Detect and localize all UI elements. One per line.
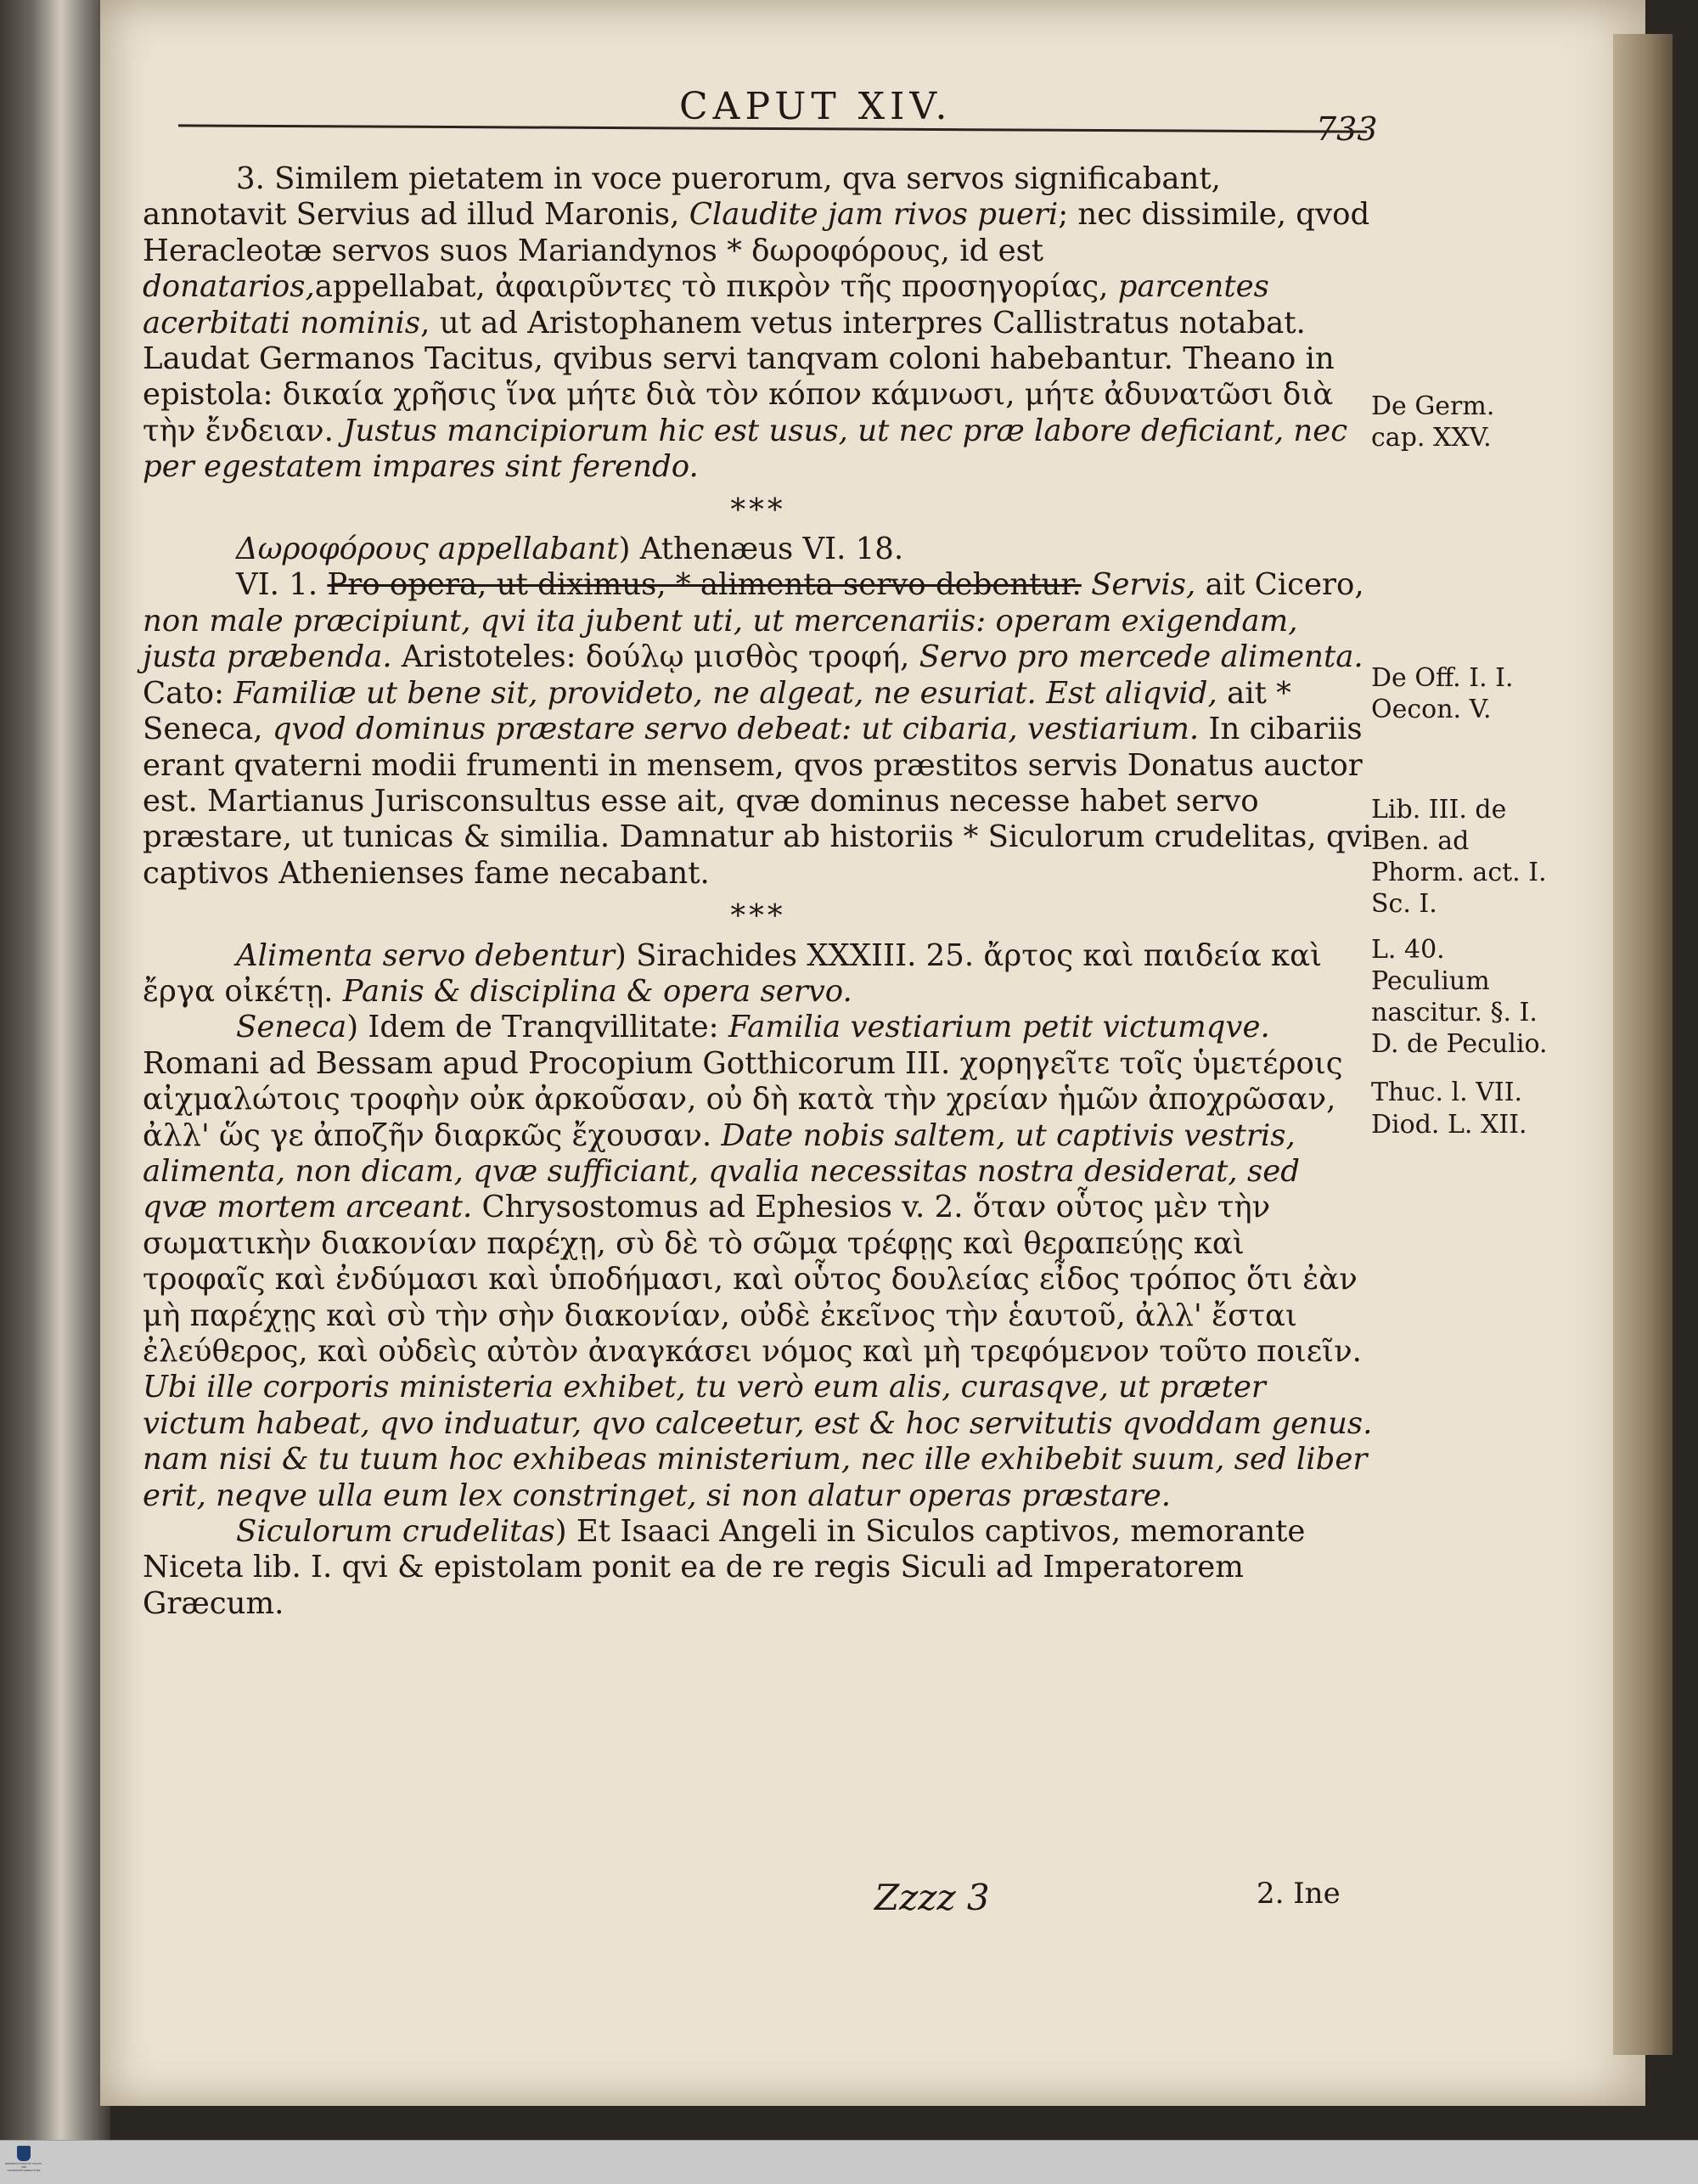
margin-note-thuc: Thuc. l. VII. — [1371, 1078, 1523, 1107]
note-alimenta: Alimenta servo debentur) Sirachides XXXIII. 25. ἄρτος καὶ παιδεία καὶ ἔργα οἰκέτῃ. Panis & disciplina & opera servo. — [143, 937, 1323, 1009]
book-gutter — [0, 0, 110, 2140]
margin-note-off: De Off. I. I. Oecon. V. — [1371, 663, 1514, 724]
margin-note-diod: Diod. L. XII. — [1371, 1110, 1527, 1140]
margin-note-ben: Lib. III. de Ben. ad Phorm. act. I. Sc. I. — [1371, 795, 1547, 919]
signature-mark: Zzzz 3 — [874, 1877, 990, 1918]
section-separator: *** — [730, 492, 786, 527]
running-head: CAPUT XIV. — [679, 85, 953, 128]
paragraph-3: 3. Similem pietatem in voce puerorum, qva servos significabant, annotavit Servius ad illud Maronis, Claudite jam rivos pueri; nec dissimile, qvod Heracleotæ servos suos Mariandynos * δωροφόρους, id est donatarios,appellabat, ἀφαιρῦντες τὸ πικρὸν τῆς προσηγορίας, parcentes acerbitati nominis, ut ad Aristophanem vetus interpres Callistratus notabat. Laudat Germanos Tacitus, qvibus servi tanqvam coloni habebantur. Theano in epistola: δικαία χρῆσις ἵνα μήτε διὰ τὸν κόπον κάμνωσι, μήτε ἀδυνατῶσι διὰ τὴν ἔνδειαν. Justus mancipiorum hic est usus, ut nec præ labore deficiant, nec per egestatem impares sint ferendo. — [143, 161, 1370, 485]
main-text — [143, 161, 1374, 1622]
page-edge — [1613, 34, 1673, 2055]
library-crest-icon — [17, 2146, 31, 2161]
margin-note-peculium: L. 40. Peculium nascitur. §. I. D. de Peculio. — [1371, 935, 1548, 1059]
paragraph-vi-1: VI. 1. Pro opera, ut diximus, * alimenta servo debentur. Servis, ait Cicero, non male præcipiunt, qvi ita jubent uti, ut mercenariis: operam exigendam, justa præbenda. Aristoteles: δούλῳ μισθὸς τροφή, Servo pro mercede alimenta. Cato: Familiæ ut bene sit, provideto, ne algeat, ne esuriat. Est aliqvid, ait * Seneca, qvod dominus præstare servo debeat: ut cibaria, vestiarium. In cibariis erant qvaterni modii frumenti in mensem, qvos præstitos servis Donatus auctor est. Martianus Jurisconsultus esse ait, qvæ dominus necesse habet servo præstare, ut tunicas & similia. Damnatur ab historiis * Siculorum crudelitas, qvi captivos Athenienses fame necabant. — [143, 567, 1373, 891]
library-logo-text: NIEDERSÄCHSISCHE STAATS- UND UNIVERSITÄTSBIBLIOTHEK — [5, 2162, 42, 2172]
note-doroforous: Δωροφόρους appellabant) Athenæus VI. 18. — [236, 532, 904, 567]
section-separator-2: *** — [730, 898, 786, 934]
page-header — [153, 85, 1378, 148]
note-seneca: Seneca) Idem de Tranqvillitate: Familia vestiarium petit victumqve. Romani ad Bessam apud Procopium Gotthicorum III. χορηγεῖτε τοῖς ὑμετέροις αἰχμαλώτοις τροφὴν οὐκ ἀρκοῦσαν, οὐ δὴ κατὰ τὴν χρείαν ἡμῶν ἀποχρῶσαν, ἀλλ' ὥς γε ἀποζῆν διαρκῶς ἔχουσαν. Date nobis saltem, ut captivis vestris, alimenta, non dicam, qvæ sufficiant, qvalia necessitas nostra desiderat, sed qvæ mortem arceant. Chrysostomus ad Ephesios v. 2. ὅταν οὗτος μὲν τὴν σωματικὴν διακονίαν παρέχῃ, σὺ δὲ τὸ σῶμα τρέφῃς καὶ θεραπεύῃς καὶ τροφαῖς καὶ ἐνδύμασι καὶ ὑποδήμασι, καὶ οὗτος δουλείας εἶδος τρόπος ὅτι ἐὰν μὴ παρέχῃς καὶ σὺ τὴν σὴν διακονίαν, οὐδὲ ἐκεῖνος τὴν ἑαυτοῦ, ἀλλ' ἔσται ἐλεύθερος, καὶ οὐδεὶς αὐτὸν ἀναγκάσει νόμος καὶ μὴ τρεφόμενον τοῦτο ποιεῖν. Ubi ille corporis ministeria exhibet, tu verò eum alis, curasqve, ut præter victum habeat, qvo induatur, qvo calceetur, est & hoc servitutis qvoddam genus. nam nisi & tu tuum hoc exhibeas ministerium, nec ille exhibebit suum, sed liber erit, neqve ulla eum lex constringet, si non alatur operas præstare. — [143, 1010, 1373, 1513]
folio-number: 733 — [1316, 110, 1378, 148]
library-logo[interactable] — [5, 2144, 42, 2180]
margin-note-germ: De Germ. cap. XXV. — [1371, 391, 1495, 453]
catchword: 2. Ine — [1257, 1877, 1341, 1911]
viewer-bottom-bar — [0, 2140, 1698, 2184]
note-siculorum: Siculorum crudelitas) Et Isaaci Angeli in Siculos captivos, memorante Niceta lib. I. qvi & epistolam ponit ea de re regis Siculi ad Imperatorem Græcum. — [143, 1514, 1306, 1621]
